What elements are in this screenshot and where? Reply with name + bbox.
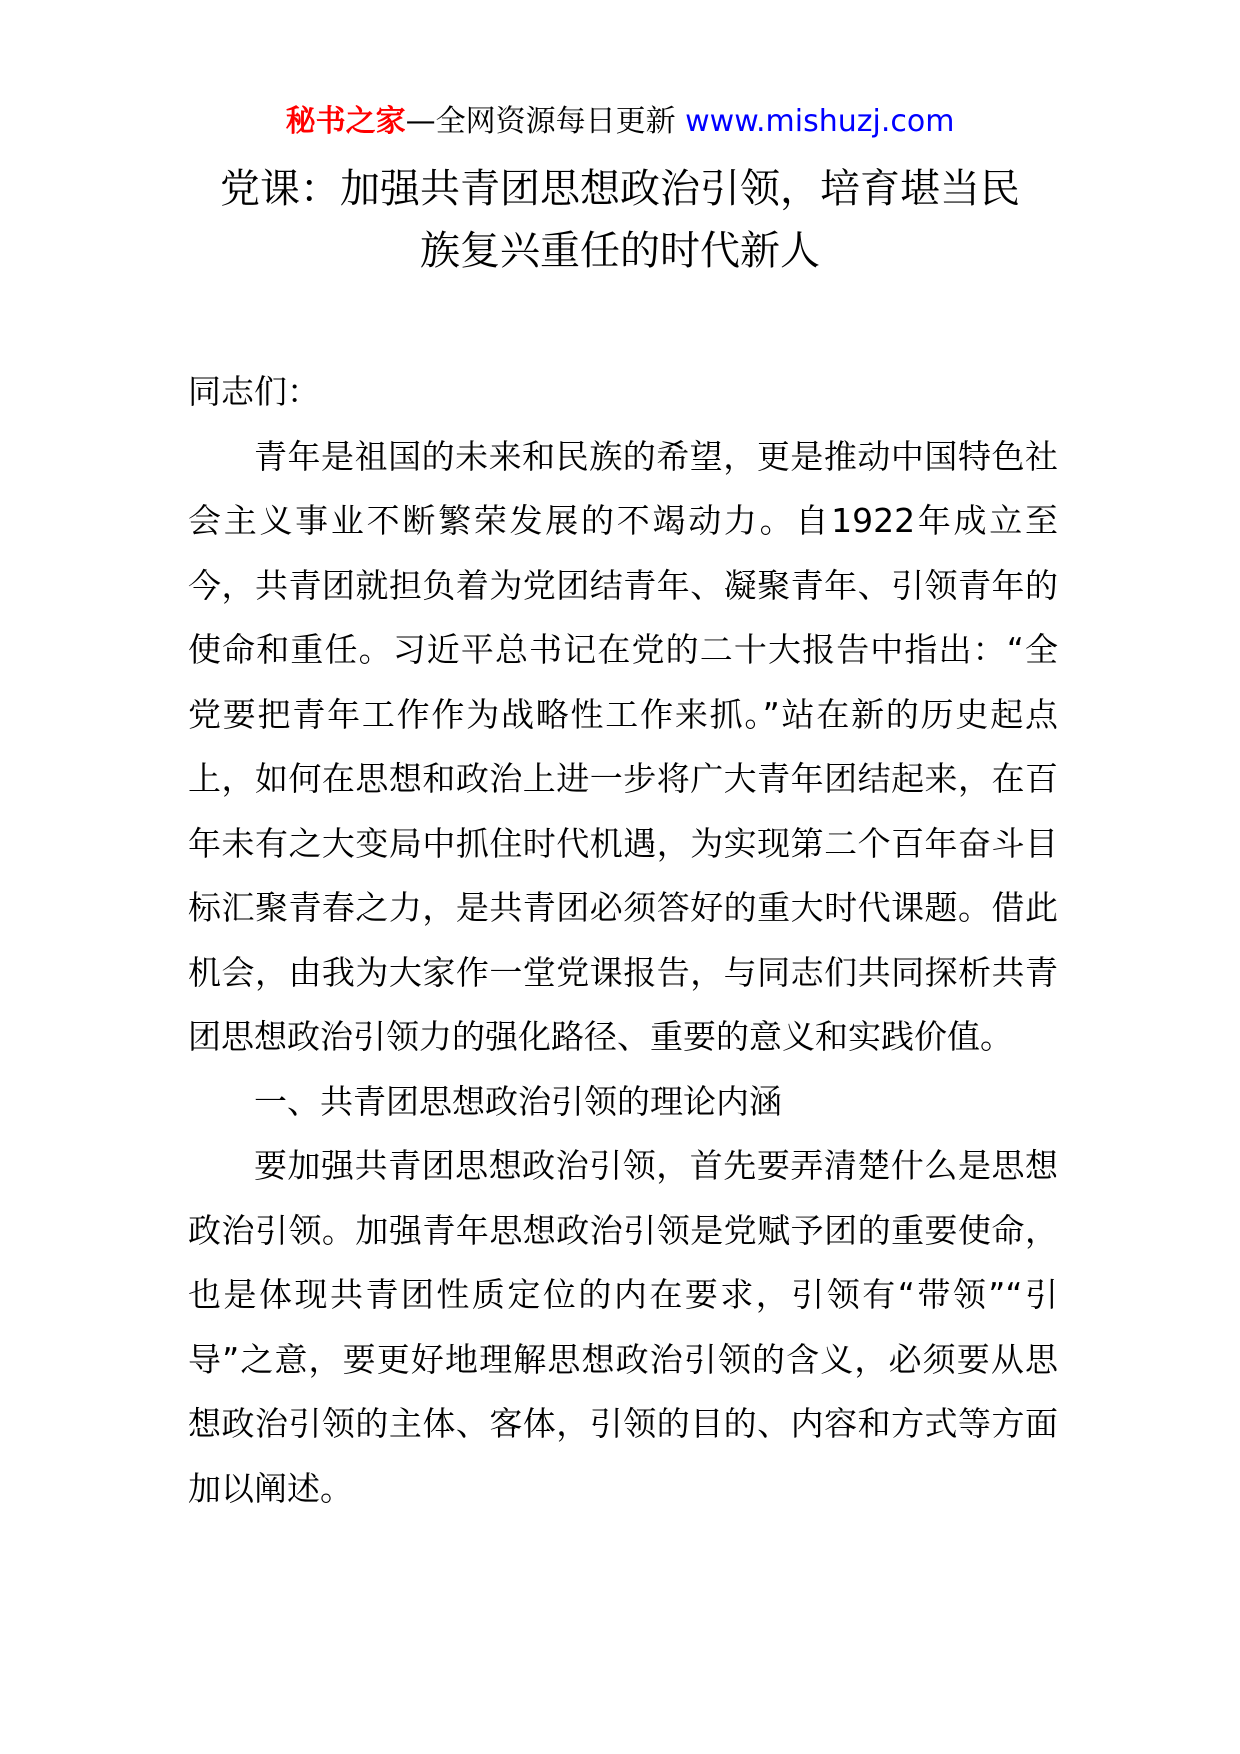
body-paragraph: 青年是祖国的未来和民族的希望，更是推动中国特色社会主义事业不断繁荣发展的不竭动力。自1922年成立至今，共青团就担负着为党团结青年、凝聚青年、引领青年的使命和重任。习近平总书记在党的二十大报告中指出：“全党要把青年工作作为战略性工作来抓。”站在新的历史起点上，如何在思想和政治上进一步将广大青年团结起来，在百年未有之大变局中抓住时代机遇，为实现第二个百年奋斗目标汇聚青春之力，是共青团必须答好的重大时代课题。借此机会，由我为大家作一堂党课报告，与同志们共同探析共青团思想政治引领力的强化路径、重要的意义和实践价值。 bbox=[188, 436, 1058, 1056]
title-line-2: 族复兴重任的时代新人 bbox=[420, 228, 820, 274]
section-heading: 一、共青团思想政治引领的理论内涵 bbox=[254, 1081, 782, 1121]
site-url-link[interactable]: www.mishuzj.com bbox=[685, 104, 955, 139]
body-paragraph: 要加强共青团思想政治引领，首先要弄清楚什么是思想政治引领。加强青年思想政治引领是党赋予团的重要使命，也是体现共青团性质定位的内在要求，引领有“带领”“引导”之意，要更好地理解思想政治引领的含义，必须要从思想政治引领的主体、客体，引领的目的、内容和方式等方面加以阐述。 bbox=[188, 1146, 1058, 1508]
site-tagline: —全网资源每日更新 bbox=[405, 104, 686, 139]
document-body bbox=[188, 360, 1058, 1521]
title-line-1: 党课：加强共青团思想政治引领，培育堪当民 bbox=[220, 166, 1020, 212]
salutation: 同志们： bbox=[188, 372, 320, 411]
site-brand: 秘书之家 bbox=[285, 104, 406, 139]
site-header bbox=[0, 102, 1240, 142]
document-title bbox=[150, 158, 1090, 282]
